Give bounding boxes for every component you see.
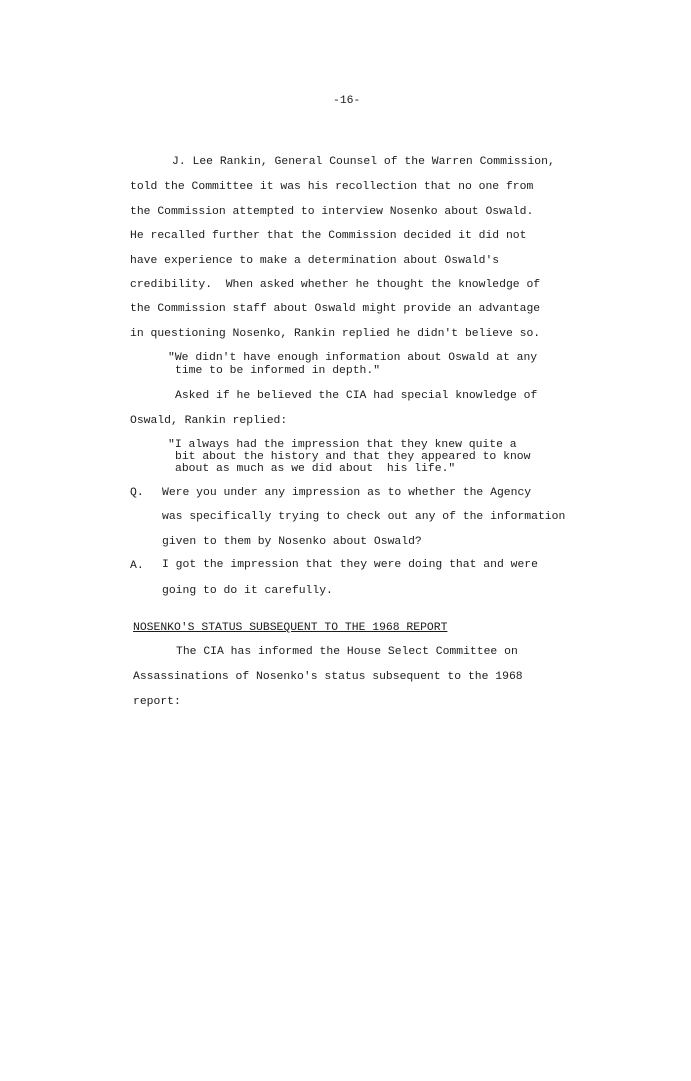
question-line: was specifically trying to check out any of the information: [162, 511, 566, 523]
answer-line: going to do it carefully.: [162, 585, 333, 597]
paragraph-line: J. Lee Rankin, General Counsel of the Warren Commission,: [172, 156, 555, 168]
paragraph-line: The CIA has informed the House Select Committee on: [176, 646, 518, 658]
paragraph-line: Asked if he believed the CIA had special knowledge of: [175, 390, 538, 402]
paragraph-line: credibility. When asked whether he thought the knowledge of: [130, 279, 541, 291]
quote-line: about as much as we did about his life.": [175, 463, 456, 475]
paragraph-line: the Commission attempted to interview Nosenko about Oswald.: [130, 206, 534, 218]
page-number: -16-: [333, 95, 361, 107]
paragraph-line: in questioning Nosenko, Rankin replied he didn't believe so.: [130, 328, 541, 340]
paragraph-line: He recalled further that the Commission decided it did not: [130, 230, 527, 242]
answer-line: I got the impression that they were doing that and were: [162, 559, 538, 571]
question-line: given to them by Nosenko about Oswald?: [162, 536, 422, 548]
quote-line: "I always had the impression that they knew quite a: [168, 439, 517, 451]
quote-line: bit about the history and that they appeared to know: [175, 451, 531, 463]
answer-marker: A.: [130, 560, 144, 572]
paragraph-line: told the Committee it was his recollection that no one from: [130, 181, 534, 193]
paragraph-line: Oswald, Rankin replied:: [130, 415, 288, 427]
quote-line: time to be informed in depth.": [175, 365, 381, 377]
quote-line: "We didn't have enough information about Oswald at any: [168, 352, 538, 364]
paragraph-line: the Commission staff about Oswald might provide an advantage: [130, 303, 541, 315]
paragraph-line: report:: [133, 696, 181, 708]
question-line: Were you under any impression as to whether the Agency: [162, 487, 532, 499]
paragraph-line: have experience to make a determination about Oswald's: [130, 255, 500, 267]
question-marker: Q.: [130, 487, 144, 499]
paragraph-line: Assassinations of Nosenko's status subsequent to the 1968: [133, 671, 523, 683]
section-heading: NOSENKO'S STATUS SUBSEQUENT TO THE 1968 REPORT: [133, 622, 448, 634]
